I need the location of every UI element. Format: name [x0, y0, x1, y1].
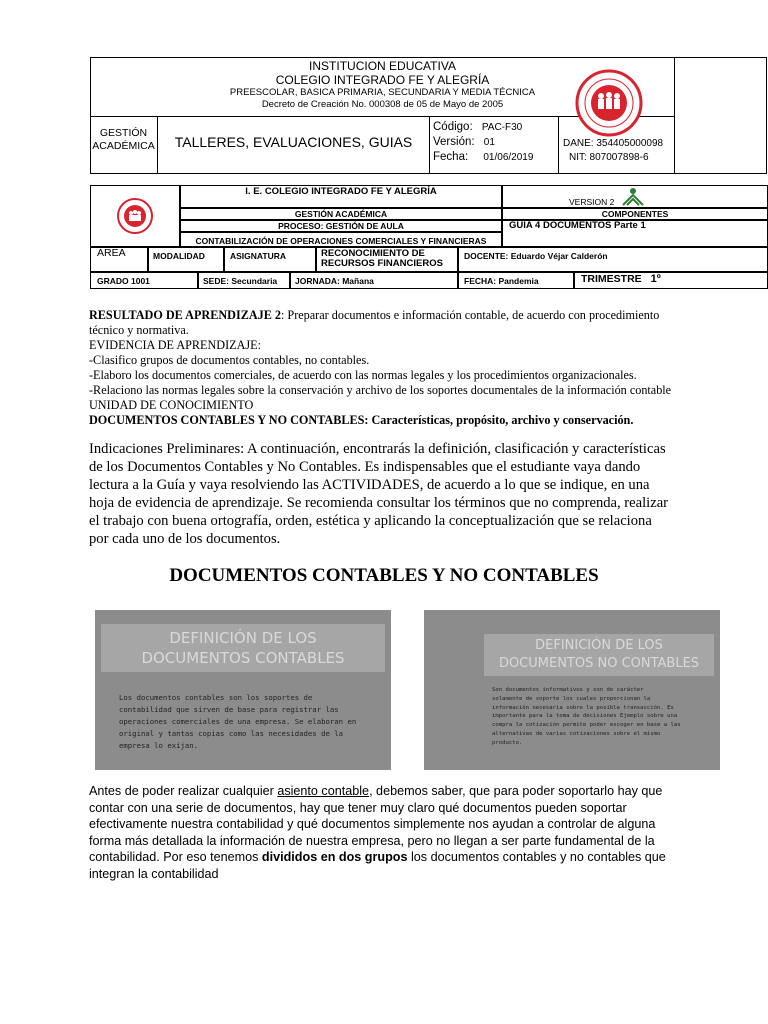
evidencia-heading: EVIDENCIA DE APRENDIZAJE: [89, 338, 261, 352]
closing-line: integran la contabilidad [89, 866, 219, 881]
sede-cell: SEDE: Secundaria [198, 272, 290, 289]
institution-line4: Decreto de Creación No. 000308 de 05 de Mayo de 2005 [261, 99, 504, 110]
modalidad-cell: MODALIDAD [148, 247, 224, 272]
indicaciones-paragraph [89, 440, 768, 548]
slide-title [101, 624, 385, 672]
slide-line: contabilidad que sirven de base para registrar las [119, 705, 339, 714]
slide-title-line2: DOCUMENTOS CONTABLES [141, 649, 345, 667]
closing-text: los documentos contables y no contables que [407, 850, 666, 864]
resultado-text2: técnico y normativa. [89, 323, 189, 337]
closing-line: contar con una serie de documentos, hay que tener muy claro qué documentos pueden soportar [89, 800, 627, 815]
slide-body [492, 686, 681, 748]
evidencia-item: -Elaboro los documentos comerciales, de acuerdo con las normas legales y los procedimientos organizacionales. [89, 368, 637, 382]
resultado-label: RESULTADO DE APRENDIZAJE 2 [89, 308, 281, 322]
dane-text: DANE: 354405000098 [563, 138, 664, 149]
talleres-cell [158, 117, 430, 174]
school-seal-logo [574, 68, 684, 138]
sena-logo-icon [621, 187, 645, 207]
version-sena-cell [502, 185, 768, 208]
reconocimiento-line2: RECURSOS FINANCIEROS [321, 258, 443, 269]
asignatura-cell: ASIGNATURA [224, 247, 316, 272]
reconocimiento-cell [316, 247, 458, 272]
trimestre-value: 1º [650, 273, 661, 285]
slide-line: empresa lo exijan. [119, 741, 199, 750]
gestion-academica-cell: GESTIÓN ACADÉMICA [180, 208, 502, 220]
section-title: DOCUMENTOS CONTABLES Y NO CONTABLES [169, 565, 599, 586]
slide-line: original y tantas copias como las necesidades de la [119, 729, 344, 738]
nit-text: NIT: 807007898-6 [569, 152, 649, 163]
componentes-cell: COMPONENTES [502, 208, 768, 220]
institution-line2: COLEGIO INTEGRADO FE Y ALEGRÍA [275, 73, 490, 87]
indicaciones-line: Indicaciones Preliminares: A continuación, encontrarás la definición, clasificación y características [89, 441, 666, 457]
slide-line: producto. [492, 739, 523, 746]
slide-body [119, 692, 356, 752]
closing-text: Antes de poder realizar cualquier [89, 784, 278, 798]
contabilizacion-cell: CONTABILIZACIÓN DE OPERACIONES COMERCIALES Y FINANCIERAS [180, 232, 502, 247]
slide-title [484, 634, 714, 676]
academica-label: ACADÉMICA [92, 140, 155, 152]
closing-text: , debemos saber, que para poder soportarlo hay que [369, 784, 663, 798]
resultado-text: : Preparar documentos e información contable, de acuerdo con procedimiento [281, 308, 660, 322]
jornada-cell: JORNADA: Mañana [290, 272, 458, 289]
slide-line: operaciones comerciales de una empresa. Se elaboran en [119, 717, 357, 726]
codigo-cell [430, 117, 559, 174]
slide-line: importante para la toma de decisiones Ejemplo sobre una [492, 713, 678, 720]
documentos-heading: DOCUMENTOS CONTABLES Y NO CONTABLES: Características, propósito, archivo y conservación. [89, 413, 634, 427]
slide-documentos-no-contables [424, 610, 720, 770]
fecha-cell: FECHA: Pandemia [458, 272, 574, 289]
slide-title-line1: DEFINICIÓN DE LOS [535, 638, 663, 653]
asiento-contable-link[interactable]: asiento contable [277, 784, 370, 798]
fecha-label: Fecha: [433, 151, 469, 163]
resultado-block [89, 308, 768, 428]
school-small-logo [91, 186, 179, 246]
version-value: 01 [483, 137, 495, 148]
slide-line: alternativas de varias cotizaciones sobre el mismo [492, 730, 661, 737]
school-name-cell: I. E. COLEGIO INTEGRADO FE Y ALEGRÍA [180, 185, 502, 208]
closing-line: efectivamente nuestra contabilidad y qué documentos simplemente nos ayudan a controlar de alguna [89, 817, 656, 831]
gestion-cell [90, 117, 158, 174]
indicaciones-line: de los Documentos Contables y No Contables. Es indispensables que el estudiante vaya dando [89, 459, 641, 475]
evidencia-item: -Clasifico grupos de documentos contables, no contables. [89, 353, 370, 367]
guia-cell: GUIA 4 DOCUMENTOS Parte 1 [502, 220, 768, 247]
trimestre-label: TRIMESTRE [581, 273, 642, 285]
area-cell: AREA [90, 247, 148, 272]
logo-cell [675, 57, 767, 174]
evidencia-item: -Relaciono las normas legales sobre la conservación y archivo de los soportes documentales de la información contable [89, 383, 672, 397]
proceso-cell: PROCESO: GESTIÓN DE AULA [180, 220, 502, 232]
slide-line: compra la cotización permite poder escoger en base a las [492, 722, 681, 729]
small-logo-cell [90, 185, 180, 247]
reconocimiento-line1: RECONOCIMIENTO DE [321, 248, 425, 259]
version-2-label: VERSION 2 [569, 197, 615, 207]
indicaciones-line: lectura a la Guía y vaya resolviendo las ACTIVIDADES, de acuerdo a lo que se indique, en una [89, 477, 650, 493]
slide-documentos-contables [95, 610, 391, 770]
fecha-value: 01/06/2019 [483, 152, 534, 163]
institution-line3: PREESCOLAR, BASICA PRIMARIA, SECUNDARIA Y MEDIA TÉCNICA [229, 87, 536, 98]
slide-line: información necesaria sobre la posible transacción. Es [492, 704, 674, 711]
indicaciones-line: el trabajo con buena ortografía, orden, estética y aplicando la conceptualización que se relaciona [89, 513, 652, 529]
slide-line: solamente de soporte los cuales proporcionan la [492, 695, 651, 702]
codigo-value: PAC-F30 [481, 122, 523, 133]
codigo-label: Código: [433, 121, 473, 133]
slide-title-line1: DEFINICIÓN DE LOS [169, 629, 317, 647]
institution-line1: INSTITUCION EDUCATIVA [309, 59, 456, 73]
slide-line: Son documentos informativos y son de carácter [492, 687, 644, 693]
indicaciones-line: hoja de evidencia de aprendizaje. Se recomienda consultar los términos que no comprenda, realizar [89, 495, 669, 511]
slide-title-line2: DOCUMENTOS NO CONTABLES [498, 656, 700, 671]
version-label: Versión: [433, 136, 475, 148]
gestion-label: GESTIÓN [99, 127, 148, 139]
trimestre-cell [574, 272, 768, 289]
docente-cell: DOCENTE: Eduardo Véjar Calderón [458, 247, 768, 272]
closing-paragraph [89, 783, 768, 882]
talleres-title: TALLERES, EVALUACIONES, GUIAS [174, 134, 413, 150]
closing-bold: divididos en dos grupos [261, 850, 408, 864]
slide-line: Los documentos contables son los soportes de [119, 693, 313, 702]
indicaciones-line: por cada uno de los documentos. [89, 531, 281, 547]
unidad-heading: UNIDAD DE CONOCIMIENTO [89, 398, 254, 412]
grado-cell: GRADO 1001 [90, 272, 198, 289]
closing-text: contabilidad. Por eso tenemos [89, 850, 262, 864]
closing-line: forma más detallada la información de nuestra empresa, pero no llegan a ser parte fundamental de la [89, 833, 655, 848]
dane-nit [563, 137, 663, 165]
